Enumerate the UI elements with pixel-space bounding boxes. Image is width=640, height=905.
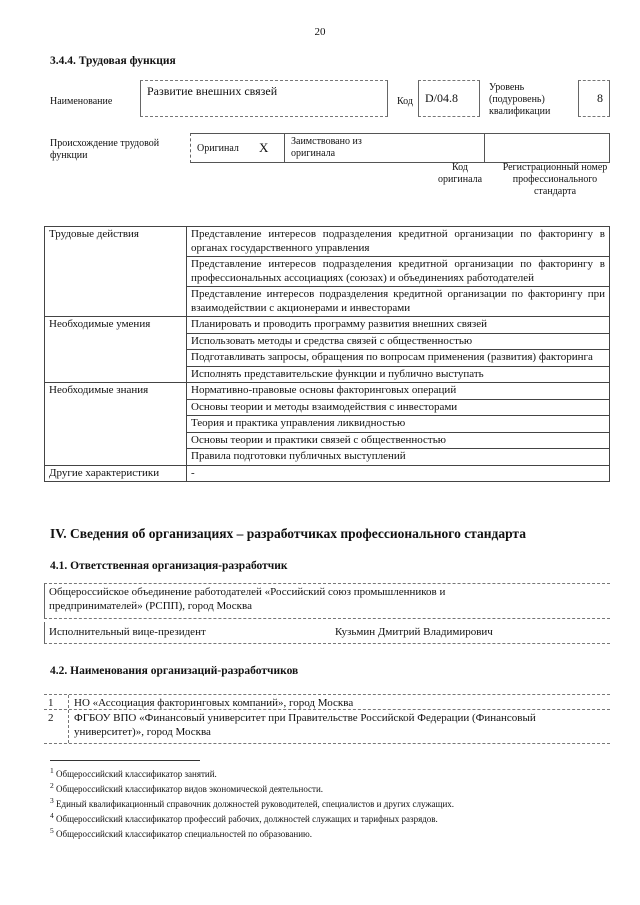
other-value: -	[187, 465, 610, 482]
code-label: Код	[397, 96, 413, 107]
footnote-item: $^4$ Общероссийский классификатор профессий рабочих, должностей служащих и тарифных разрядов.	[50, 811, 438, 824]
reg-number-caption: Регистрационный номер профессионального стандарта	[502, 162, 608, 197]
skill-item: Исполнять представительские функции и публично выступать	[187, 366, 610, 383]
footnote-item: $^1$ Общероссийский классификатор занятий.	[50, 766, 217, 779]
footnotes	[50, 765, 610, 840]
table-row	[45, 317, 610, 334]
signatory-name: Кузьмин Дмитрий Владимирович	[335, 626, 493, 638]
table-row	[45, 383, 610, 400]
table-row	[44, 696, 610, 710]
knowledge-item: Нормативно-правовые основы факторинговых операций	[187, 383, 610, 400]
original-label: Оригинал	[197, 143, 239, 154]
developer-num: 1	[48, 697, 54, 709]
skill-item: Планировать и проводить программу развития внешних связей	[187, 317, 610, 334]
function-name-field	[140, 80, 388, 117]
borrowed-label: Заимствовано из оригинала	[291, 136, 362, 159]
code-field	[418, 80, 480, 117]
knowledge-label: Необходимые знания	[45, 383, 187, 466]
table-row	[45, 465, 610, 482]
code-original-caption: Код оригинала	[437, 162, 483, 185]
code-value: D/04.8	[425, 91, 458, 105]
level-label: Уровень (подуровень) квалификации	[489, 82, 551, 117]
signatory-row	[44, 622, 610, 644]
responsible-org-name: Общероссийское объединение работодателей «Российский союз промышленников и предпринимателей» (РСПП), город Москва	[49, 586, 446, 612]
actions-label: Трудовые действия	[45, 227, 187, 317]
labor-function-table	[44, 226, 610, 482]
other-label: Другие характеристики	[45, 465, 187, 482]
developer-name: НО «Ассоциация факторинговых компаний», город Москва	[74, 697, 354, 709]
table-row	[45, 227, 610, 257]
name-label: Наименование	[50, 96, 113, 107]
footnote-item: $^5$ Общероссийский классификатор специальностей по образованию.	[50, 826, 312, 839]
action-item: Представление интересов подразделения кредитной организации по факторингу в органах государственного управления	[187, 227, 610, 257]
level-value: 8	[597, 91, 603, 105]
footnote-item: $^3$ Единый квалификационный справочник должностей руководителей, специалистов и других служащих.	[50, 796, 455, 809]
footnote-separator	[50, 760, 200, 761]
developer-orgs-table	[44, 694, 610, 744]
developer-name: ФГБОУ ВПО «Финансовый университет при Правительстве Российской Федерации (Финансовый университет)», город Москва	[74, 712, 536, 738]
table-row	[44, 711, 610, 741]
responsible-org-box	[44, 583, 610, 619]
page-number: 20	[314, 26, 326, 38]
original-mark: X	[259, 140, 269, 155]
knowledge-item: Теория и практика управления ликвидностью	[187, 416, 610, 433]
signatory-position: Исполнительный вице-президент	[49, 626, 206, 638]
developer-num: 2	[48, 712, 54, 724]
skill-item: Подготавливать запросы, обращения по вопросам применения (развития) факторинга	[187, 350, 610, 367]
section-iv-title: IV. Сведения об организациях – разработчиках профессионального стандарта	[50, 526, 526, 541]
skills-label: Необходимые умения	[45, 317, 187, 383]
knowledge-item: Основы теории и методы взаимодействия с инвесторами	[187, 399, 610, 416]
action-item: Представление интересов подразделения кредитной организации по факторингу при взаимодействии с акционерами и инвесторами	[187, 287, 610, 317]
action-item: Представление интересов подразделения кредитной организации по факторингу в профессиональных ассоциациях (союзах) и объединениях работодателей	[187, 257, 610, 287]
level-field	[578, 80, 610, 117]
knowledge-item: Основы теории и практики связей с общественностью	[187, 432, 610, 449]
origin-label: Происхождение трудовой функции	[50, 138, 160, 161]
origin-box	[190, 133, 610, 163]
section-344-title: 3.4.4. Трудовая функция	[50, 55, 176, 67]
function-name-value: Развитие внешних связей	[147, 84, 278, 98]
skill-item: Использовать методы и средства связей с общественностью	[187, 333, 610, 350]
section-42-title: 4.2. Наименования организаций-разработчиков	[50, 665, 299, 677]
knowledge-item: Правила подготовки публичных выступлений	[187, 449, 610, 466]
footnote-item: $^2$ Общероссийский классификатор видов экономической деятельности.	[50, 781, 324, 794]
section-41-title: 4.1. Ответственная организация-разработчик	[50, 560, 288, 572]
